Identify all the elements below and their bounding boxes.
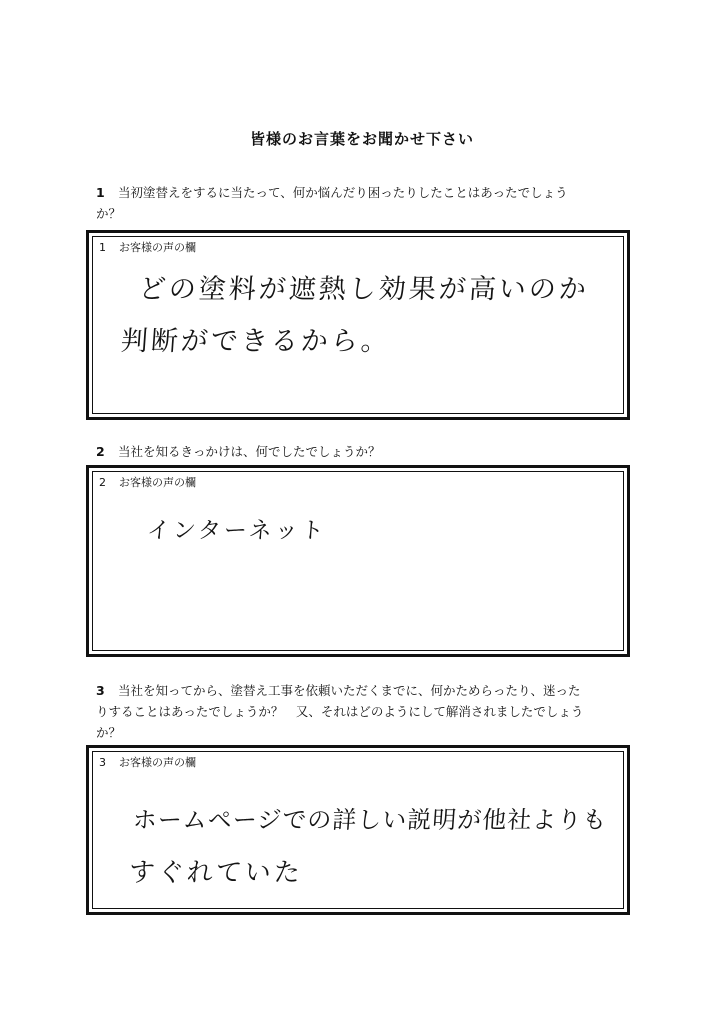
survey-title: 皆様のお言葉をお聞かせ下さい: [249, 130, 474, 148]
answer-box-1: [86, 230, 630, 420]
question-text-line: か？: [96, 725, 122, 740]
question-text-line: 当社を知るきっかけは、何でしたでしょうか？: [118, 444, 381, 459]
answer-box-3: [86, 745, 630, 915]
answer-box-label: [99, 474, 196, 490]
handwritten-answer-line: すぐれていた: [127, 858, 304, 888]
answer-box-number: 3: [99, 756, 106, 769]
question-2: [96, 441, 626, 462]
handwritten-answer-line: ホームページでの詳しい説明が他社よりも: [131, 806, 609, 834]
question-text-line: 当初塗替えをするに当たって、何か悩んだり困ったりしたことはあったでしょう: [118, 185, 568, 200]
question-text-line: りすることはあったでしょうか？ 又、それはどのようにして解消されましたでしょう: [96, 704, 584, 719]
question-number: 1: [96, 185, 105, 200]
question-3: [96, 680, 626, 743]
question-1: [96, 182, 626, 224]
answer-box-label-text: お客様の声の欄: [119, 476, 196, 489]
answer-box-number: 2: [99, 476, 106, 489]
question-text-line: 当社を知ってから、塗替え工事を依頼いただくまでに、何かためらったり、迷った: [118, 683, 581, 698]
question-text-line: か？: [96, 206, 122, 221]
answer-box-label-text: お客様の声の欄: [119, 756, 196, 769]
answer-box-2: [86, 465, 630, 657]
answer-box-label-text: お客様の声の欄: [119, 241, 196, 254]
answer-box-inner-border: [92, 471, 624, 651]
handwritten-answer-line: 判断ができるから。: [119, 326, 392, 357]
answer-box-label: [99, 754, 196, 770]
answer-box-label: [99, 239, 196, 255]
handwritten-answer-line: どの塗料が遮熱し効果が高いのか: [137, 274, 590, 305]
question-number: 2: [96, 444, 105, 459]
handwritten-answer-line: インターネット: [145, 518, 328, 544]
answer-box-number: 1: [99, 241, 106, 254]
question-number: 3: [96, 683, 105, 698]
